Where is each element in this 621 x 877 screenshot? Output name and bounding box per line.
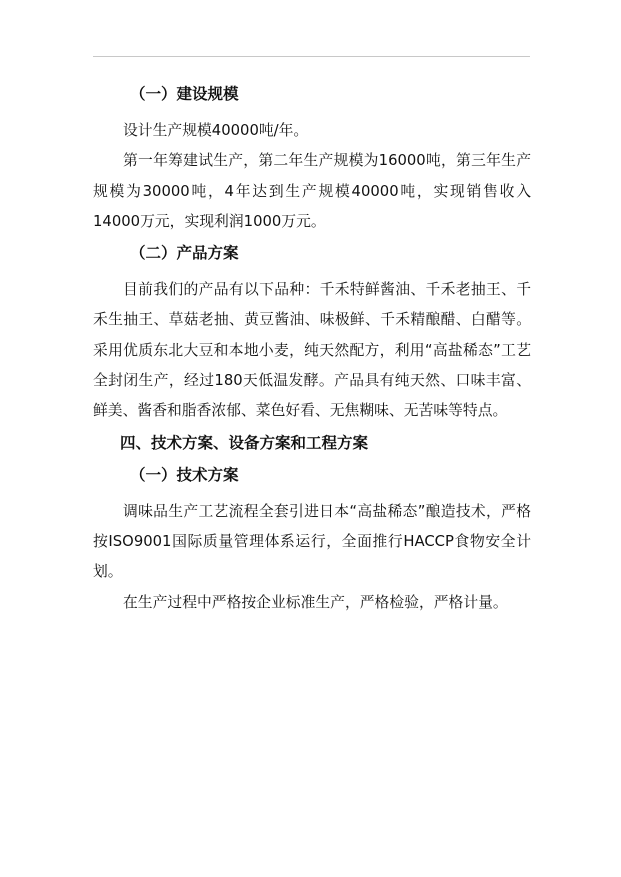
section-heading-technical-plan: （一）技术方案: [130, 465, 239, 484]
paragraph-product-list: 目前我们的产品有以下品种：千禾特鲜酱油、千禾老抽王、千禾生抽王、草菇老抽、黄豆酱油、味极鲜、千禾精酿醋、白醋等。采用优质东北大豆和本地小麦，纯天然配方，利用“高盐稀态”工艺全封闭生产，经过180天低温发酵。产品具有纯天然、口味丰富、鲜美、酱香和脂香浓郁、菜色好看、无焦糊味、无苦味等特点。: [93, 281, 531, 420]
section-heading-product-plan: （二）产品方案: [130, 244, 239, 263]
document-body: [93, 84, 531, 618]
paragraph-production-plan: 第一年筹建试生产，第二年生产规模为16000吨，第三年生产规模为30000吨，4年达到生产规模40000吨，实现销售收入14000万元，实现利润1000万元。: [93, 152, 531, 230]
section-heading-construction-scale: （一）建设规模: [130, 85, 239, 103]
paragraph-production-standards: 在生产过程中严格按企业标准生产，严格检验，严格计量。: [123, 593, 508, 611]
page-header-rule: [93, 56, 530, 57]
paragraph-design-capacity: 设计生产规模40000吨/年。: [123, 122, 309, 139]
paragraph-process-technology: 调味品生产工艺流程全套引进日本“高盐稀态”酿造技术，严格按ISO9001国际质量管理体系运行，全面推行HACCP食物安全计划。: [93, 502, 531, 581]
chapter-heading-technical-plan: 四、技术方案、设备方案和工程方案: [120, 433, 369, 452]
